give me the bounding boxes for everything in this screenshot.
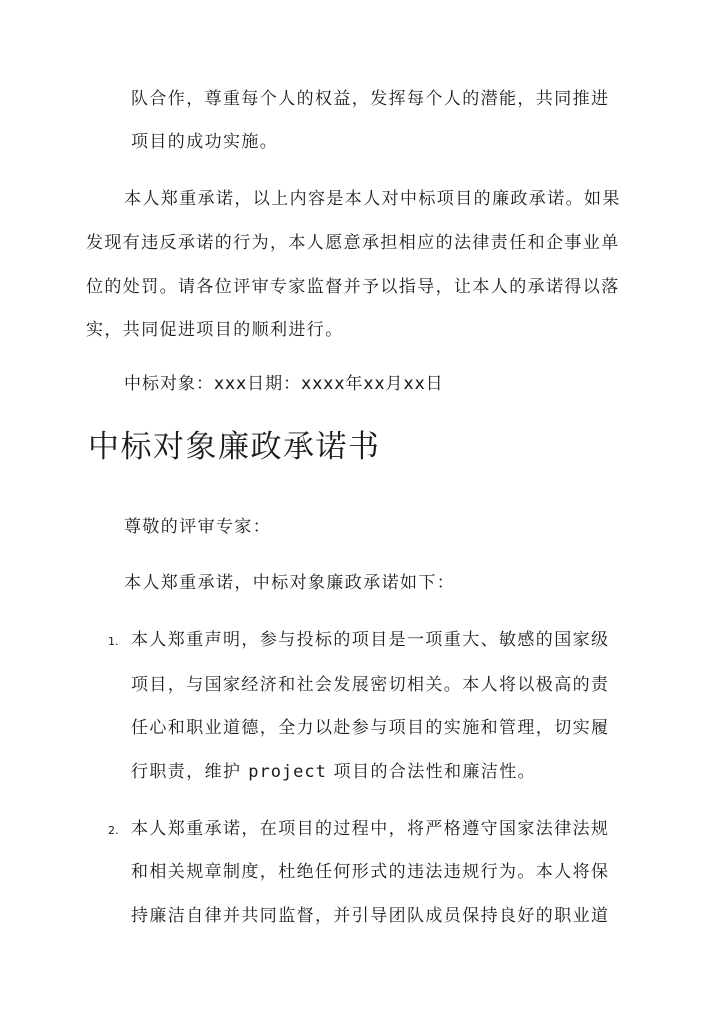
- list-item-text: 行职责，维护: [131, 762, 249, 782]
- list-item-line: 项目，与国家经济和社会发展密切相关。本人将以极高的责: [131, 675, 610, 695]
- paragraph-line: 实，共同促进项目的顺利进行。: [86, 320, 344, 340]
- list-item-line: [131, 764, 536, 781]
- list-item-line: 持廉洁自律并共同监督，并引导团队成员保持良好的职业道: [131, 906, 610, 926]
- paragraph-line: 本人郑重承诺，以上内容是本人对中标项目的廉政承诺。如果: [124, 189, 621, 209]
- list-item-line: 本人郑重承诺，在项目的过程中，将严格遵守国家法律法规: [131, 819, 610, 839]
- list-item-line: 本人郑重声明，参与投标的项目是一项重大、敏感的国家级: [131, 630, 610, 650]
- paragraph-line: 队合作，尊重每个人的权益，发挥每个人的潜能，共同推进: [131, 89, 610, 109]
- document-title: 中标对象廉政承诺书: [88, 429, 381, 465]
- list-item-line: 任心和职业道德，全力以赴参与项目的实施和管理，切实履: [131, 718, 610, 738]
- paragraph-line: 位的处罚。请各位评审专家监督并予以指导，让本人的承诺得以落: [86, 277, 620, 297]
- inline-code: project: [248, 762, 327, 782]
- paragraph-line: 发现有违反承诺的行为，本人愿意承担相应的法律责任和企事业单: [86, 233, 620, 253]
- paragraph-line: 项目的成功实施。: [131, 132, 279, 152]
- list-item-text: 项目的合法性和廉洁性。: [326, 762, 537, 782]
- intro-line: 本人郑重承诺，中标对象廉政承诺如下：: [124, 573, 456, 593]
- list-item-number: 2.: [108, 824, 119, 837]
- signature-line: 中标对象：xxx日期：xxxx年xx月xx日: [124, 374, 444, 394]
- salutation: 尊敬的评审专家：: [124, 517, 272, 537]
- list-item-number: 1.: [108, 635, 119, 648]
- list-item-line: 和相关规章制度，杜绝任何形式的违法违规行为。本人将保: [131, 862, 610, 882]
